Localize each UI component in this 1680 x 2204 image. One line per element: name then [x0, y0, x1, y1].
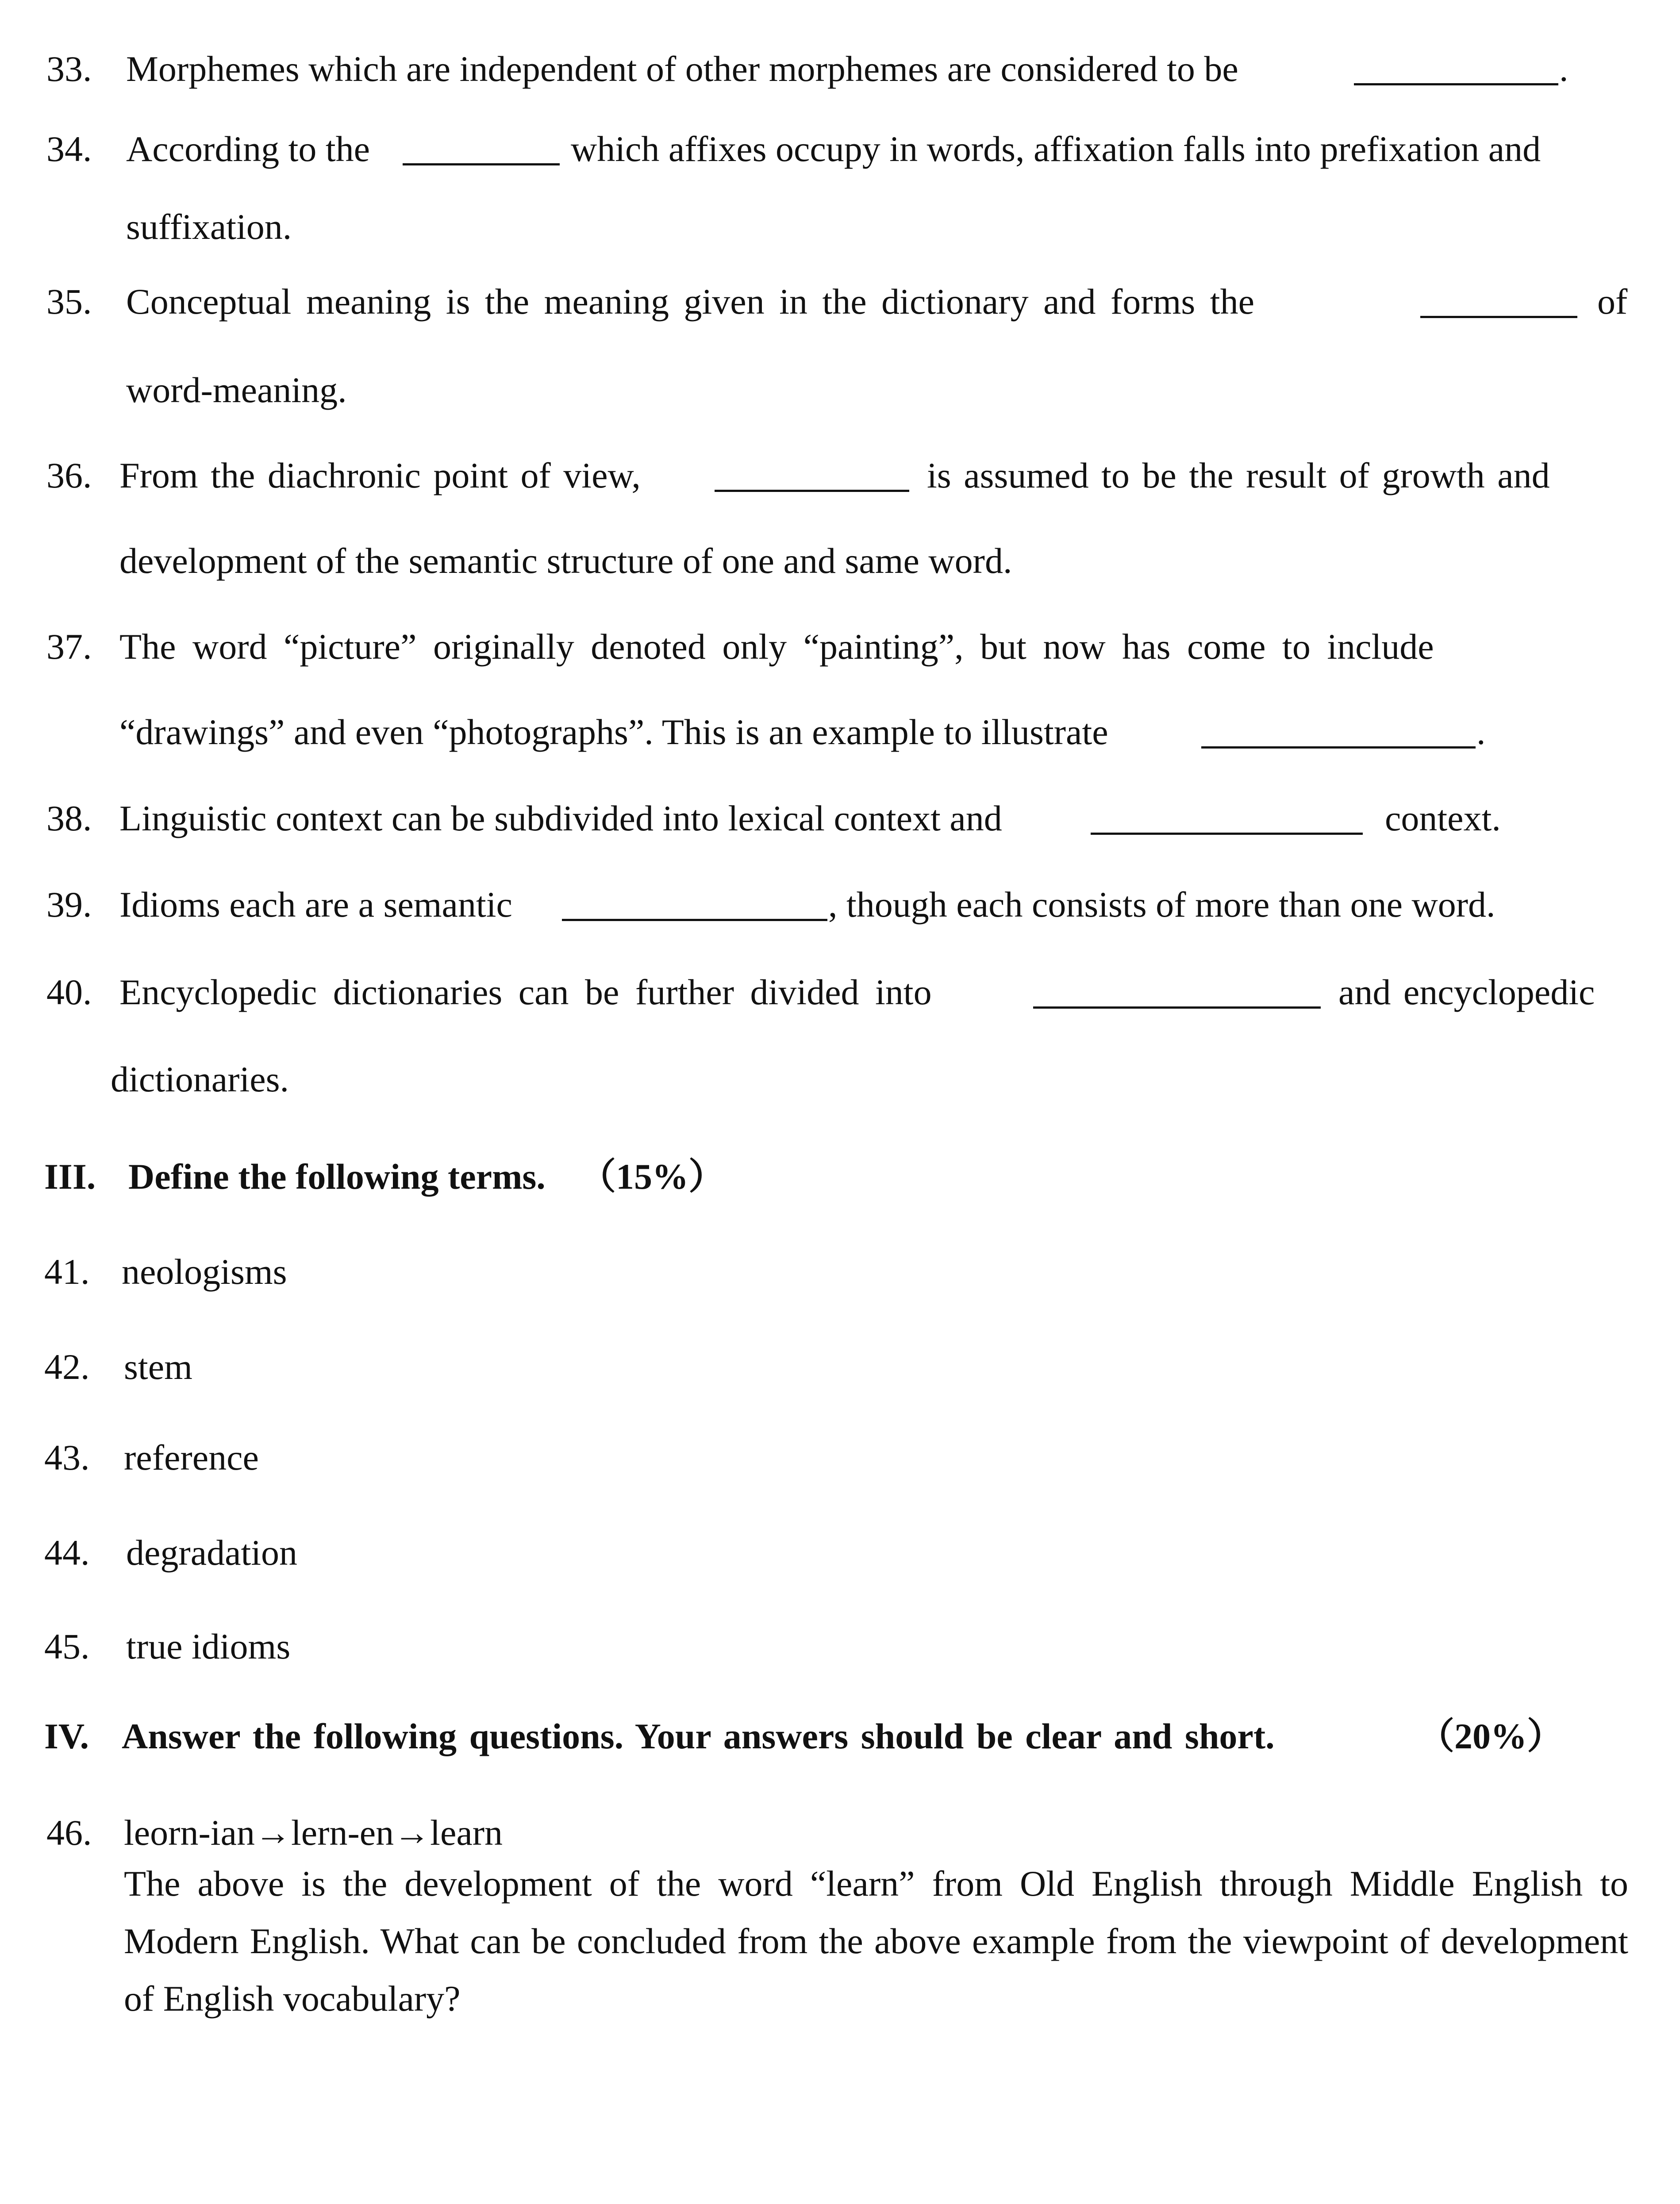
question-text: According to the — [126, 129, 370, 169]
question-text-after-blank: and encyclopedic — [1338, 972, 1595, 1012]
question-text-after-blank: which affixes occupy in words, affixation falls into prefixation and — [571, 129, 1541, 169]
question-number: 39. — [46, 884, 92, 925]
term-number: 44. — [44, 1532, 90, 1573]
question-text: Linguistic context can be subdivided into lexical context and — [119, 798, 1002, 838]
question-text: Conceptual meaning is the meaning given in the dictionary and forms the — [126, 281, 1254, 322]
question-text: Morphemes which are independent of other morphemes are considered to be — [126, 49, 1238, 89]
section-numeral: IV. — [44, 1716, 89, 1756]
answer-blank[interactable] — [1201, 746, 1476, 749]
question-text: The word “picture” originally denoted only “painting”, but now has come to include — [119, 626, 1434, 667]
question-number: 37. — [46, 626, 92, 667]
question-number: 33. — [46, 49, 92, 89]
answer-blank[interactable] — [1033, 1006, 1321, 1009]
section-title: Answer the following questions. Your answers should be clear and short. — [122, 1716, 1275, 1756]
term-number: 45. — [44, 1626, 90, 1666]
question-example: leorn-ian→lern-en→learn — [124, 1812, 503, 1853]
question-text: suffixation. — [126, 207, 292, 247]
question-text-after-blank: is assumed to be the result of growth and — [927, 455, 1550, 495]
section-weight: （20%） — [1418, 1716, 1564, 1756]
term-text: stem — [124, 1347, 192, 1387]
question-text: Encyclopedic dictionaries can be further divided into — [119, 972, 932, 1012]
term-text: reference — [124, 1437, 259, 1478]
answer-blank[interactable] — [1420, 316, 1577, 318]
question-text-after-blank: context. — [1385, 798, 1501, 838]
term-number: 42. — [44, 1347, 90, 1387]
term-text: neologisms — [122, 1252, 287, 1292]
answer-blank[interactable] — [562, 919, 827, 921]
term-text: degradation — [126, 1532, 298, 1573]
section-title: Define the following terms. — [128, 1156, 546, 1197]
question-46-body: The above is the development of the word “learn” from Old English through Middle English to Modern English. What can be concluded from the above example from the viewpoint of development of English vocabulary? — [124, 1863, 1628, 2019]
question-number: 34. — [46, 129, 92, 169]
question-end: . — [1476, 712, 1486, 752]
answer-blank[interactable] — [1354, 83, 1558, 85]
answer-blank[interactable] — [1091, 833, 1363, 835]
answer-blank[interactable] — [715, 490, 909, 492]
term-number: 41. — [44, 1252, 90, 1292]
section-weight: （15%） — [580, 1156, 725, 1197]
question-text: From the diachronic point of view, — [119, 455, 641, 495]
question-text: dictionaries. — [111, 1059, 289, 1099]
question-text-after-blank: of — [1597, 281, 1628, 322]
section-numeral: III. — [44, 1156, 96, 1197]
question-text: “drawings” and even “photographs”. This is an example to illustrate — [119, 712, 1108, 752]
question-number: 40. — [46, 972, 92, 1012]
question-number: 35. — [46, 281, 92, 322]
term-text: true idioms — [126, 1626, 291, 1666]
question-text-after-blank: , though each consists of more than one word. — [828, 884, 1495, 925]
question-end: . — [1559, 49, 1569, 89]
question-number: 36. — [46, 455, 92, 495]
question-number: 38. — [46, 798, 92, 838]
question-text: Idioms each are a semantic — [119, 884, 512, 925]
question-number: 46. — [46, 1812, 92, 1853]
term-number: 43. — [44, 1437, 90, 1478]
question-text: development of the semantic structure of one and same word. — [119, 541, 1012, 581]
answer-blank[interactable] — [403, 163, 560, 165]
question-text: word-meaning. — [126, 370, 347, 410]
